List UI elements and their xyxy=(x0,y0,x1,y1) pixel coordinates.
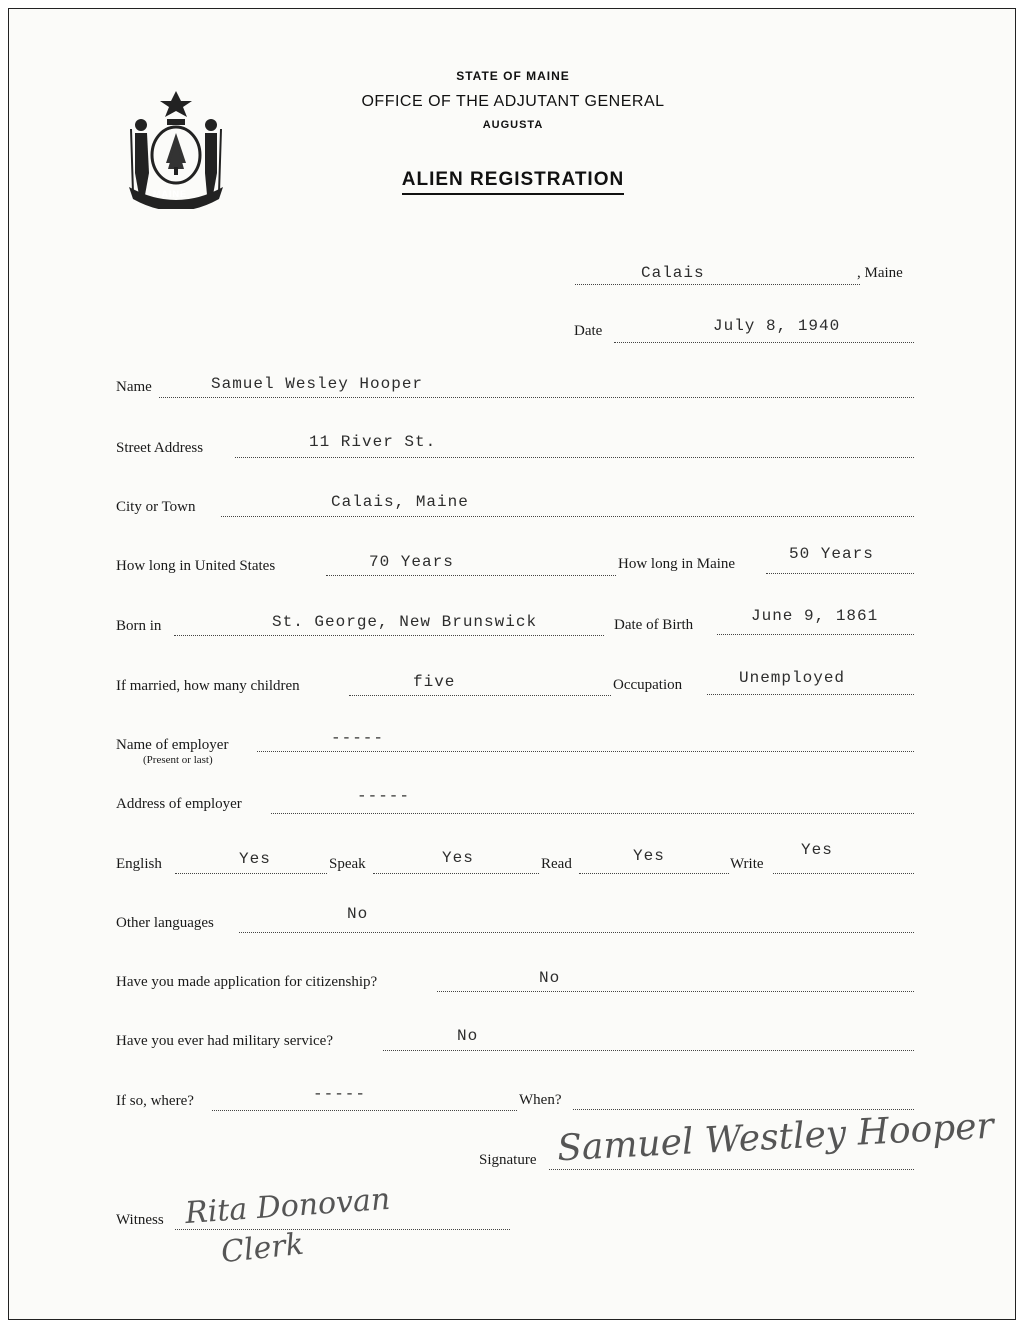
maine-duration-line xyxy=(766,573,914,574)
witness-line xyxy=(175,1229,510,1230)
name-line xyxy=(159,397,914,398)
city-label: City or Town xyxy=(116,499,196,515)
name-value: Samuel Wesley Hooper xyxy=(211,375,424,393)
employer-address-line xyxy=(271,813,914,814)
other-languages-line xyxy=(239,932,914,933)
street-value: 11 River St. xyxy=(309,433,437,451)
witness-label: Witness xyxy=(116,1212,164,1228)
us-duration-label: How long in United States xyxy=(116,558,276,574)
witness-value: Rita Donovan xyxy=(184,1181,392,1232)
write-label: Write xyxy=(730,856,764,872)
citizenship-value: No xyxy=(539,969,561,987)
english-label: English xyxy=(116,856,162,872)
when-label: When? xyxy=(519,1092,562,1108)
dob-label: Date of Birth xyxy=(614,617,694,633)
employer-address-label: Address of employer xyxy=(116,796,242,812)
military-label: Have you ever had military service? xyxy=(116,1033,333,1049)
children-line xyxy=(349,695,611,696)
employer-value: ----- xyxy=(331,729,385,747)
occupation-label: Occupation xyxy=(613,677,683,693)
born-in-label: Born in xyxy=(116,618,162,634)
date-line xyxy=(614,342,914,343)
signature-label: Signature xyxy=(479,1152,537,1168)
city-value: Calais, Maine xyxy=(331,493,469,511)
us-duration-value: 70 Years xyxy=(369,553,454,571)
speak-line xyxy=(373,873,539,874)
employer-sublabel: (Present or last) xyxy=(143,754,213,766)
employer-address-value: ----- xyxy=(357,787,411,805)
dob-value: June 9, 1861 xyxy=(751,607,879,625)
military-value: No xyxy=(457,1027,479,1045)
header-office: OFFICE OF THE ADJUTANT GENERAL xyxy=(361,93,665,110)
signature-line xyxy=(549,1169,914,1170)
name-label: Name xyxy=(116,379,152,395)
children-value: five xyxy=(413,673,456,691)
citizenship-line xyxy=(437,991,914,992)
read-label: Read xyxy=(541,856,572,872)
born-in-value: St. George, New Brunswick xyxy=(272,613,538,631)
write-value: Yes xyxy=(801,841,833,859)
header-city: AUGUSTA xyxy=(482,119,544,131)
city-line xyxy=(221,516,914,517)
dob-line xyxy=(717,634,914,635)
where-value: ----- xyxy=(313,1085,367,1103)
english-line xyxy=(175,873,327,874)
maine-duration-value: 50 Years xyxy=(789,545,874,563)
street-line xyxy=(235,457,914,458)
location-value: Calais xyxy=(641,264,705,282)
citizenship-label: Have you made application for citizenship? xyxy=(116,974,378,990)
english-value: Yes xyxy=(239,850,271,868)
employer-label: Name of employer xyxy=(116,737,229,753)
where-label: If so, where? xyxy=(116,1093,194,1109)
when-line xyxy=(573,1109,914,1110)
other-languages-label: Other languages xyxy=(116,915,214,931)
military-line xyxy=(383,1050,914,1051)
maine-duration-label: How long in Maine xyxy=(618,556,736,572)
read-value: Yes xyxy=(633,847,665,865)
born-in-line xyxy=(174,635,604,636)
date-value: July 8, 1940 xyxy=(713,317,841,335)
other-languages-value: No xyxy=(347,905,369,923)
header-state: STATE OF MAINE xyxy=(456,69,570,83)
seal-banner-text: MAINE xyxy=(153,189,187,199)
read-line xyxy=(579,873,729,874)
write-line xyxy=(773,873,914,874)
registration-form xyxy=(8,8,1016,1320)
witness-title: Clerk xyxy=(219,1226,306,1271)
signature-value: Samuel Westley Hooper xyxy=(556,1105,995,1170)
children-label: If married, how many children xyxy=(116,678,300,694)
date-label: Date xyxy=(574,323,603,339)
occupation-line xyxy=(707,694,914,695)
employer-line xyxy=(257,751,914,752)
location-suffix: , Maine xyxy=(857,265,903,281)
speak-value: Yes xyxy=(442,849,474,867)
speak-label: Speak xyxy=(329,856,366,872)
location-line xyxy=(575,284,860,285)
form-title: ALIEN REGISTRATION xyxy=(1,169,1024,191)
us-duration-line xyxy=(326,575,616,576)
occupation-value: Unemployed xyxy=(739,669,846,687)
street-label: Street Address xyxy=(116,440,204,456)
where-line xyxy=(212,1110,517,1111)
